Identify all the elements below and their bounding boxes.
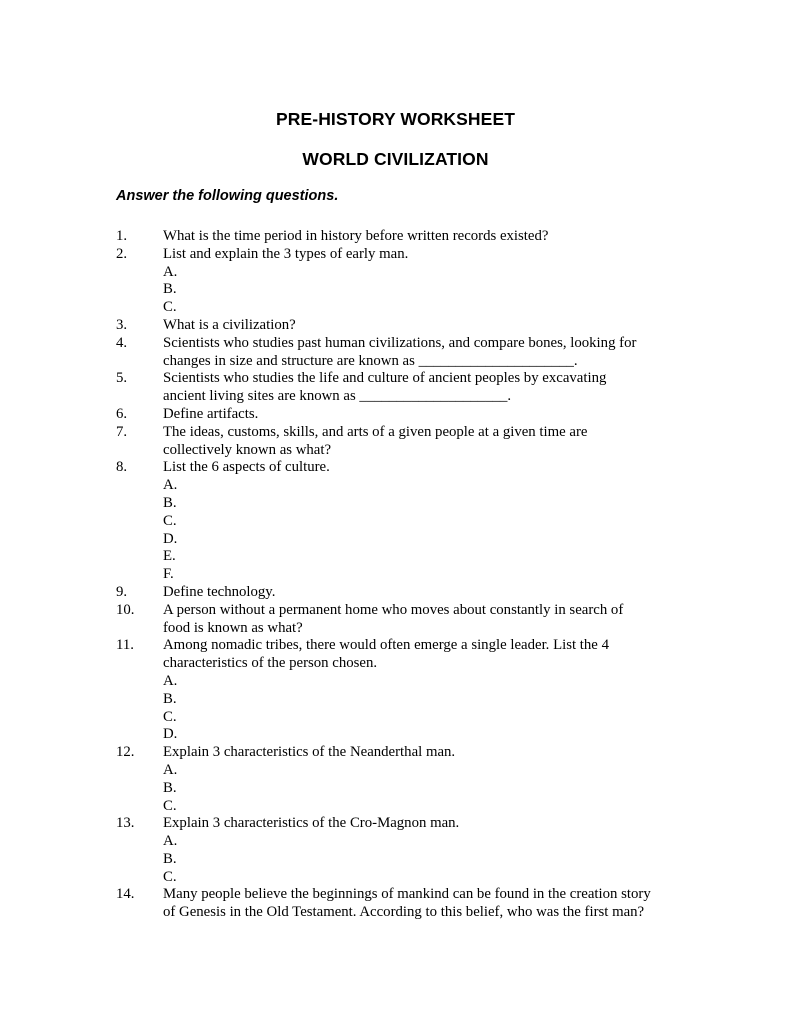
question-item	[116, 424, 716, 460]
question-item	[116, 317, 716, 335]
question-text	[163, 602, 716, 638]
question-number: 7.	[116, 423, 128, 440]
question-text	[163, 317, 716, 335]
answer-item-label: D.	[163, 530, 178, 547]
question-row	[116, 370, 716, 406]
answer-item-label: B.	[163, 281, 177, 298]
question-number: 11.	[116, 637, 134, 654]
question-row	[116, 424, 716, 460]
answer-item-label: D.	[163, 726, 178, 743]
answer-item-label: A.	[163, 263, 178, 280]
question-number: 12.	[116, 744, 135, 761]
question-text-line: Among nomadic tribes, there would often emerge a single leader. List the 4	[163, 637, 609, 654]
answer-item-label: C.	[163, 299, 177, 316]
question-text-line: characteristics of the person chosen.	[163, 655, 378, 672]
question-row	[116, 246, 716, 264]
question-text	[163, 459, 716, 477]
question-number: 9.	[116, 583, 128, 600]
question-text-line: Many people believe the beginnings of mankind can be found in the creation story	[163, 886, 651, 903]
question-text	[163, 228, 716, 246]
question-item	[116, 886, 716, 922]
question-text-line: Scientists who studies the life and culture of ancient peoples by excavating	[163, 370, 607, 387]
question-row	[116, 228, 716, 246]
question-text-line: of Genesis in the Old Testament. According to this belief, who was the first man?	[163, 904, 645, 921]
question-number: 8.	[116, 459, 128, 476]
question-row	[116, 317, 716, 335]
question-list	[116, 228, 716, 922]
question-text	[163, 815, 716, 833]
question-item	[116, 406, 716, 424]
answer-item-label: B.	[163, 779, 177, 796]
question-text-line: A person without a permanent home who moves about constantly in search of	[163, 601, 624, 618]
question-text	[163, 246, 716, 264]
question-text	[163, 744, 716, 762]
question-row	[116, 335, 716, 371]
question-number: 13.	[116, 815, 135, 832]
answer-item-label: C.	[163, 708, 177, 725]
question-item	[116, 335, 716, 371]
question-text-line: Define technology.	[163, 583, 276, 600]
answer-item-label: B.	[163, 690, 177, 707]
answer-item-label: C.	[163, 797, 177, 814]
question-row	[116, 406, 716, 424]
question-item	[116, 246, 716, 317]
question-text-line: Define artifacts.	[163, 405, 259, 422]
question-row	[116, 637, 716, 673]
question-text	[163, 370, 716, 406]
question-text-line: Scientists who studies past human civilizations, and compare bones, looking for	[163, 334, 637, 351]
question-text-line: ancient living sites are known as ____________________.	[163, 388, 512, 405]
question-item	[116, 602, 716, 638]
answer-item-label: B.	[163, 850, 177, 867]
question-text-line: List and explain the 3 types of early man.	[163, 245, 409, 262]
answer-item-label: C.	[163, 868, 177, 885]
answer-item-label: A.	[163, 672, 178, 689]
question-text	[163, 886, 716, 922]
answer-item-label: F.	[163, 566, 174, 583]
question-text-line: food is known as what?	[163, 619, 303, 636]
question-item	[116, 815, 716, 886]
question-text	[163, 637, 716, 673]
answer-item-label: B.	[163, 494, 177, 511]
question-item	[116, 744, 716, 815]
question-text-line: What is the time period in history before written records existed?	[163, 228, 549, 244]
question-number: 5.	[116, 370, 128, 387]
question-text	[163, 335, 716, 371]
question-row	[116, 459, 716, 477]
question-text-line: List the 6 aspects of culture.	[163, 459, 330, 476]
instructions: Answer the following questions.	[116, 188, 339, 204]
question-number: 14.	[116, 886, 135, 903]
question-text-line: collectively known as what?	[163, 441, 332, 458]
question-text	[163, 406, 716, 424]
question-row	[116, 815, 716, 833]
question-text-line: Explain 3 characteristics of the Neanderthal man.	[163, 744, 456, 761]
question-item	[116, 637, 716, 744]
question-number: 1.	[116, 228, 128, 244]
question-number: 2.	[116, 245, 128, 262]
answer-item-label: E.	[163, 548, 176, 565]
question-row	[116, 744, 716, 762]
question-item	[116, 459, 716, 584]
question-row	[116, 602, 716, 638]
question-text	[163, 584, 716, 602]
question-number: 4.	[116, 334, 128, 351]
answer-item-label: A.	[163, 761, 178, 778]
question-number: 10.	[116, 601, 135, 618]
question-item	[116, 228, 716, 246]
question-text-line: What is a civilization?	[163, 316, 296, 333]
answer-item-label: C.	[163, 512, 177, 529]
question-item	[116, 584, 716, 602]
question-text	[163, 424, 716, 460]
answer-item-label: A.	[163, 477, 178, 494]
answer-item-label: A.	[163, 833, 178, 850]
question-row	[116, 886, 716, 922]
question-number: 3.	[116, 316, 128, 333]
question-text-line: The ideas, customs, skills, and arts of a given people at a given time are	[163, 423, 588, 440]
question-text-line: changes in size and structure are known as _____________________.	[163, 352, 578, 369]
question-number: 6.	[116, 405, 128, 422]
question-item	[116, 370, 716, 406]
worksheet-subtitle: WORLD CIVILIZATION	[302, 149, 489, 169]
worksheet-title: PRE-HISTORY WORKSHEET	[275, 109, 516, 129]
question-row	[116, 584, 716, 602]
question-text-line: Explain 3 characteristics of the Cro-Magnon man.	[163, 815, 460, 832]
